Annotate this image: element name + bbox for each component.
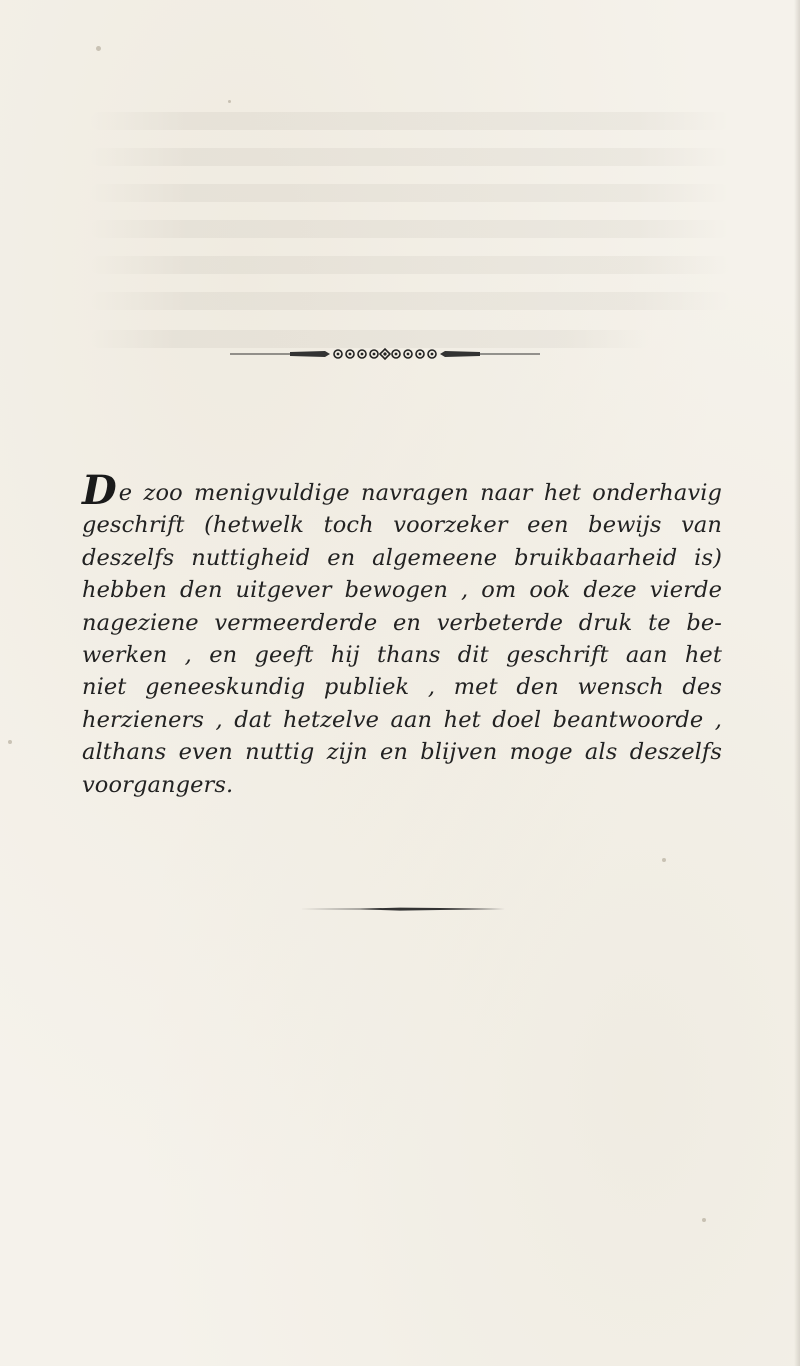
bleed-through-line <box>90 220 730 238</box>
text-line: geschrift (hetwelk toch voorzeker een bewijs van <box>82 512 722 539</box>
text-line: deszelfs nuttigheid en algemeene bruikbaarheid is) <box>82 544 722 571</box>
text-line: De zoo menigvuldige navragen naar het onderhavig <box>82 467 722 514</box>
paper-speck <box>228 100 231 103</box>
text-line: althans even nuttig zijn en blijven moge als deszelfs <box>82 739 722 766</box>
text-line: herzieners , dat hetzelve aan het doel beantwoorde , <box>82 706 722 733</box>
page-edge-shadow <box>794 0 800 1366</box>
preface-paragraph <box>82 467 722 801</box>
text-line: voorgangers. <box>82 771 234 798</box>
text-line: hebben den uitgever bewogen , om ook deze vierde <box>82 577 722 604</box>
text-line: werken , en geeft hij thans dit geschrift aan het <box>82 642 722 669</box>
bleed-through-line <box>90 292 730 310</box>
bleed-through-line <box>90 184 730 202</box>
bleed-through-line <box>90 112 730 130</box>
paper-speck <box>96 46 101 51</box>
bleed-through-line <box>90 148 730 166</box>
ornament-rule <box>300 906 505 912</box>
text-line: nageziene vermeerderde en verbeterde druk te be- <box>82 609 722 636</box>
drop-cap: D <box>82 467 117 514</box>
text-line: niet geneeskundig publiek , met den wensch des <box>82 674 722 701</box>
paper-speck <box>702 1218 706 1222</box>
bleed-through-line <box>90 256 730 274</box>
paper-speck <box>662 858 666 862</box>
ornament-headpiece <box>230 346 540 362</box>
paper-speck <box>8 740 12 744</box>
